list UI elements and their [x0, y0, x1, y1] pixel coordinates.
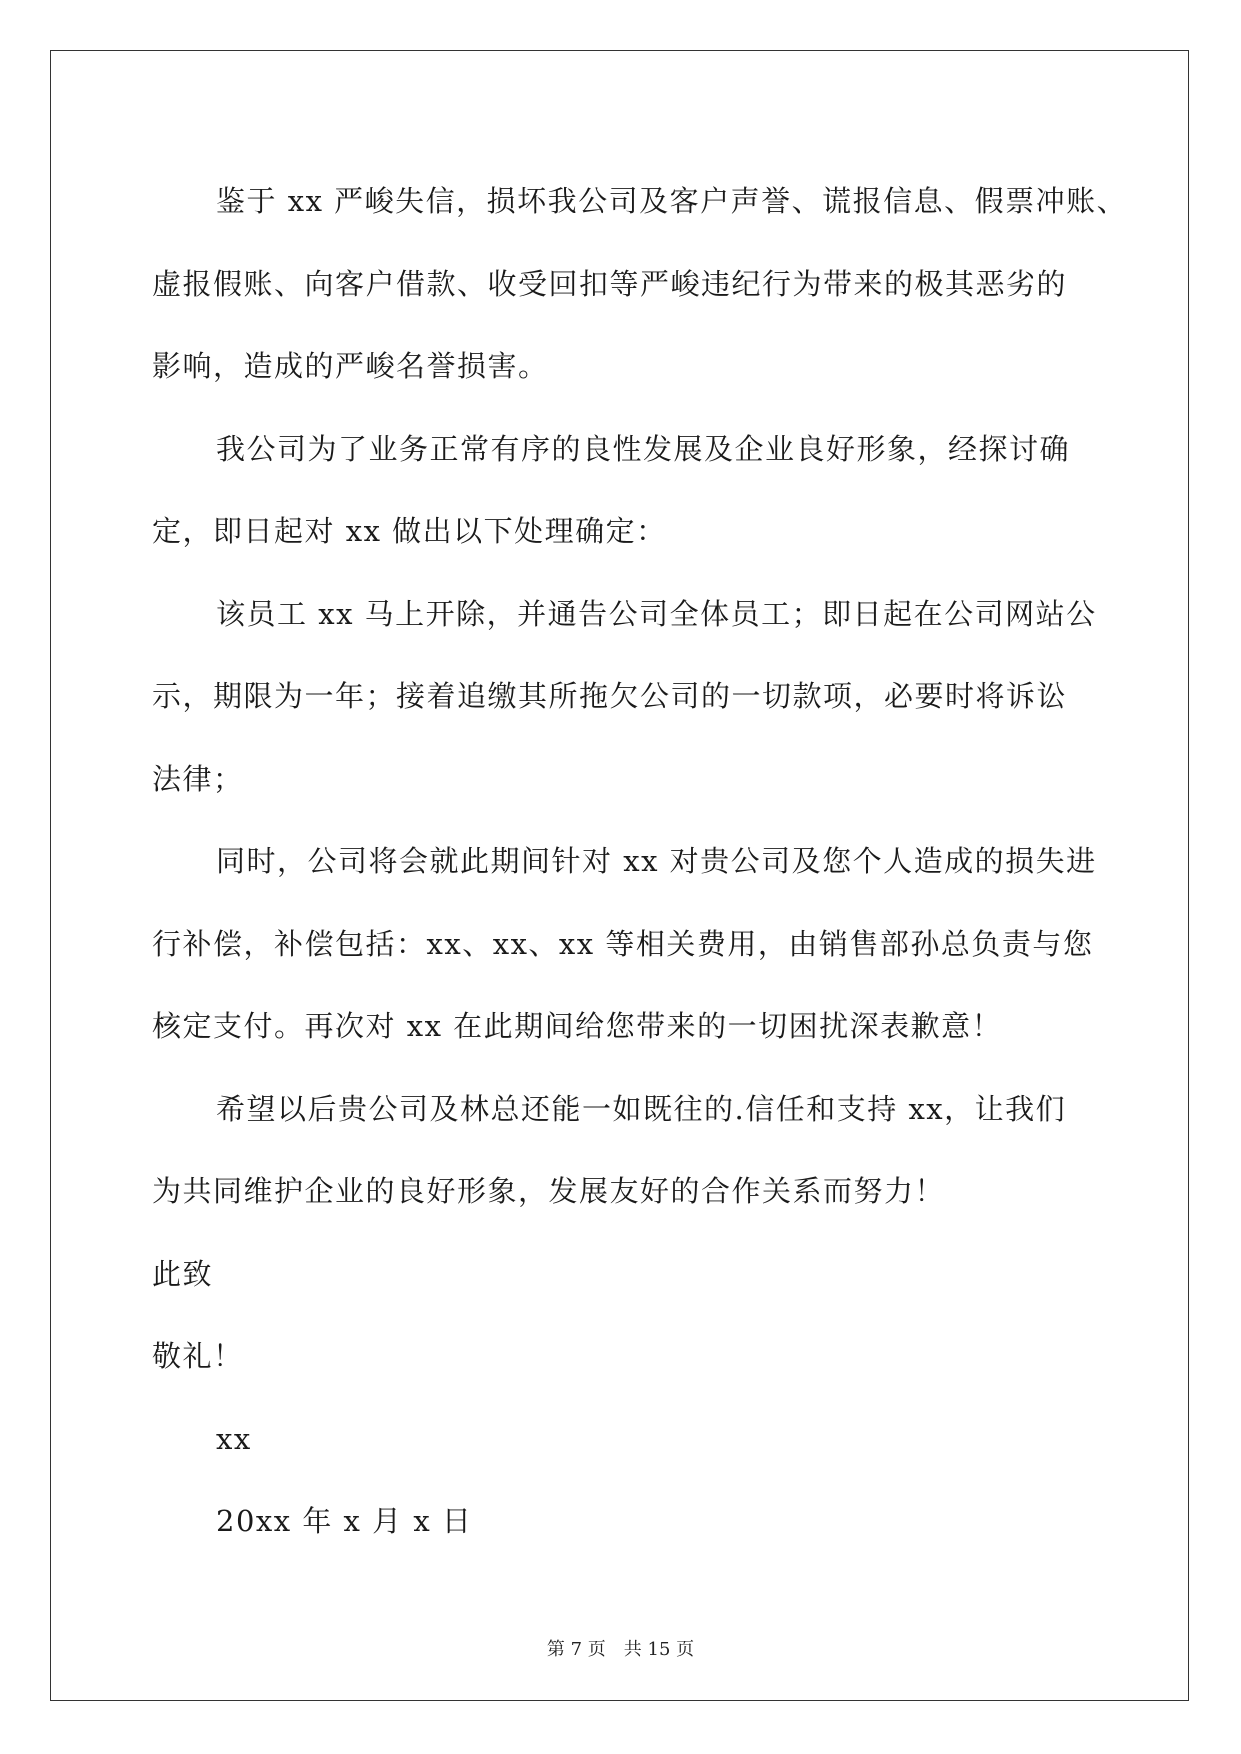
paragraph-line: 定，即日起对 xx 做出以下处理确定： — [152, 514, 667, 548]
paragraph-line: 法律； — [152, 761, 244, 796]
signature: xx — [216, 1421, 252, 1456]
page-number-footer: 第 7 页 共 15 页 — [546, 1639, 695, 1660]
paragraph-line: 示，期限为一年；接着追缴其所拖欠公司的一切款项，必要时将诉讼 — [152, 679, 1068, 713]
paragraph-line: 影响，造成的严峻名誉损害。 — [152, 349, 549, 383]
paragraph-line: 虚报假账、向客户借款、收受回扣等严峻违纪行为带来的极其恶劣的 — [152, 266, 1068, 301]
paragraph-line: 同时，公司将会就此期间针对 xx 对贵公司及您个人造成的损失进 — [216, 844, 1097, 878]
paragraph-line: 希望以后贵公司及林总还能一如既往的.信任和支持 xx，让我们 — [216, 1091, 1067, 1126]
paragraph-line: 核定支付。再次对 xx 在此期间给您带来的一切困扰深表歉意！ — [152, 1009, 1003, 1043]
paragraph-line: 为共同维护企业的良好形象，发展友好的合作关系而努力！ — [152, 1174, 946, 1208]
paragraph-line: 该员工 xx 马上开除，并通告公司全体员工；即日起在公司网站公 — [216, 596, 1097, 631]
salute-line: 敬礼！ — [152, 1339, 244, 1373]
closing-line: 此致 — [152, 1256, 214, 1291]
paragraph-line: 鉴于 xx 严峻失信，损坏我公司及客户声誉、谎报信息、假票冲账、 — [216, 184, 1128, 218]
letter-body — [152, 160, 1128, 1563]
paragraph-line: 我公司为了业务正常有序的良性发展及企业良好形象，经探讨确 — [216, 431, 1071, 466]
paragraph-line: 行补偿，补偿包括：xx、xx、xx 等相关费用，由销售部孙总负责与您 — [152, 926, 1094, 961]
letter-date: 20xx 年 x 月 x 日 — [216, 1504, 473, 1538]
